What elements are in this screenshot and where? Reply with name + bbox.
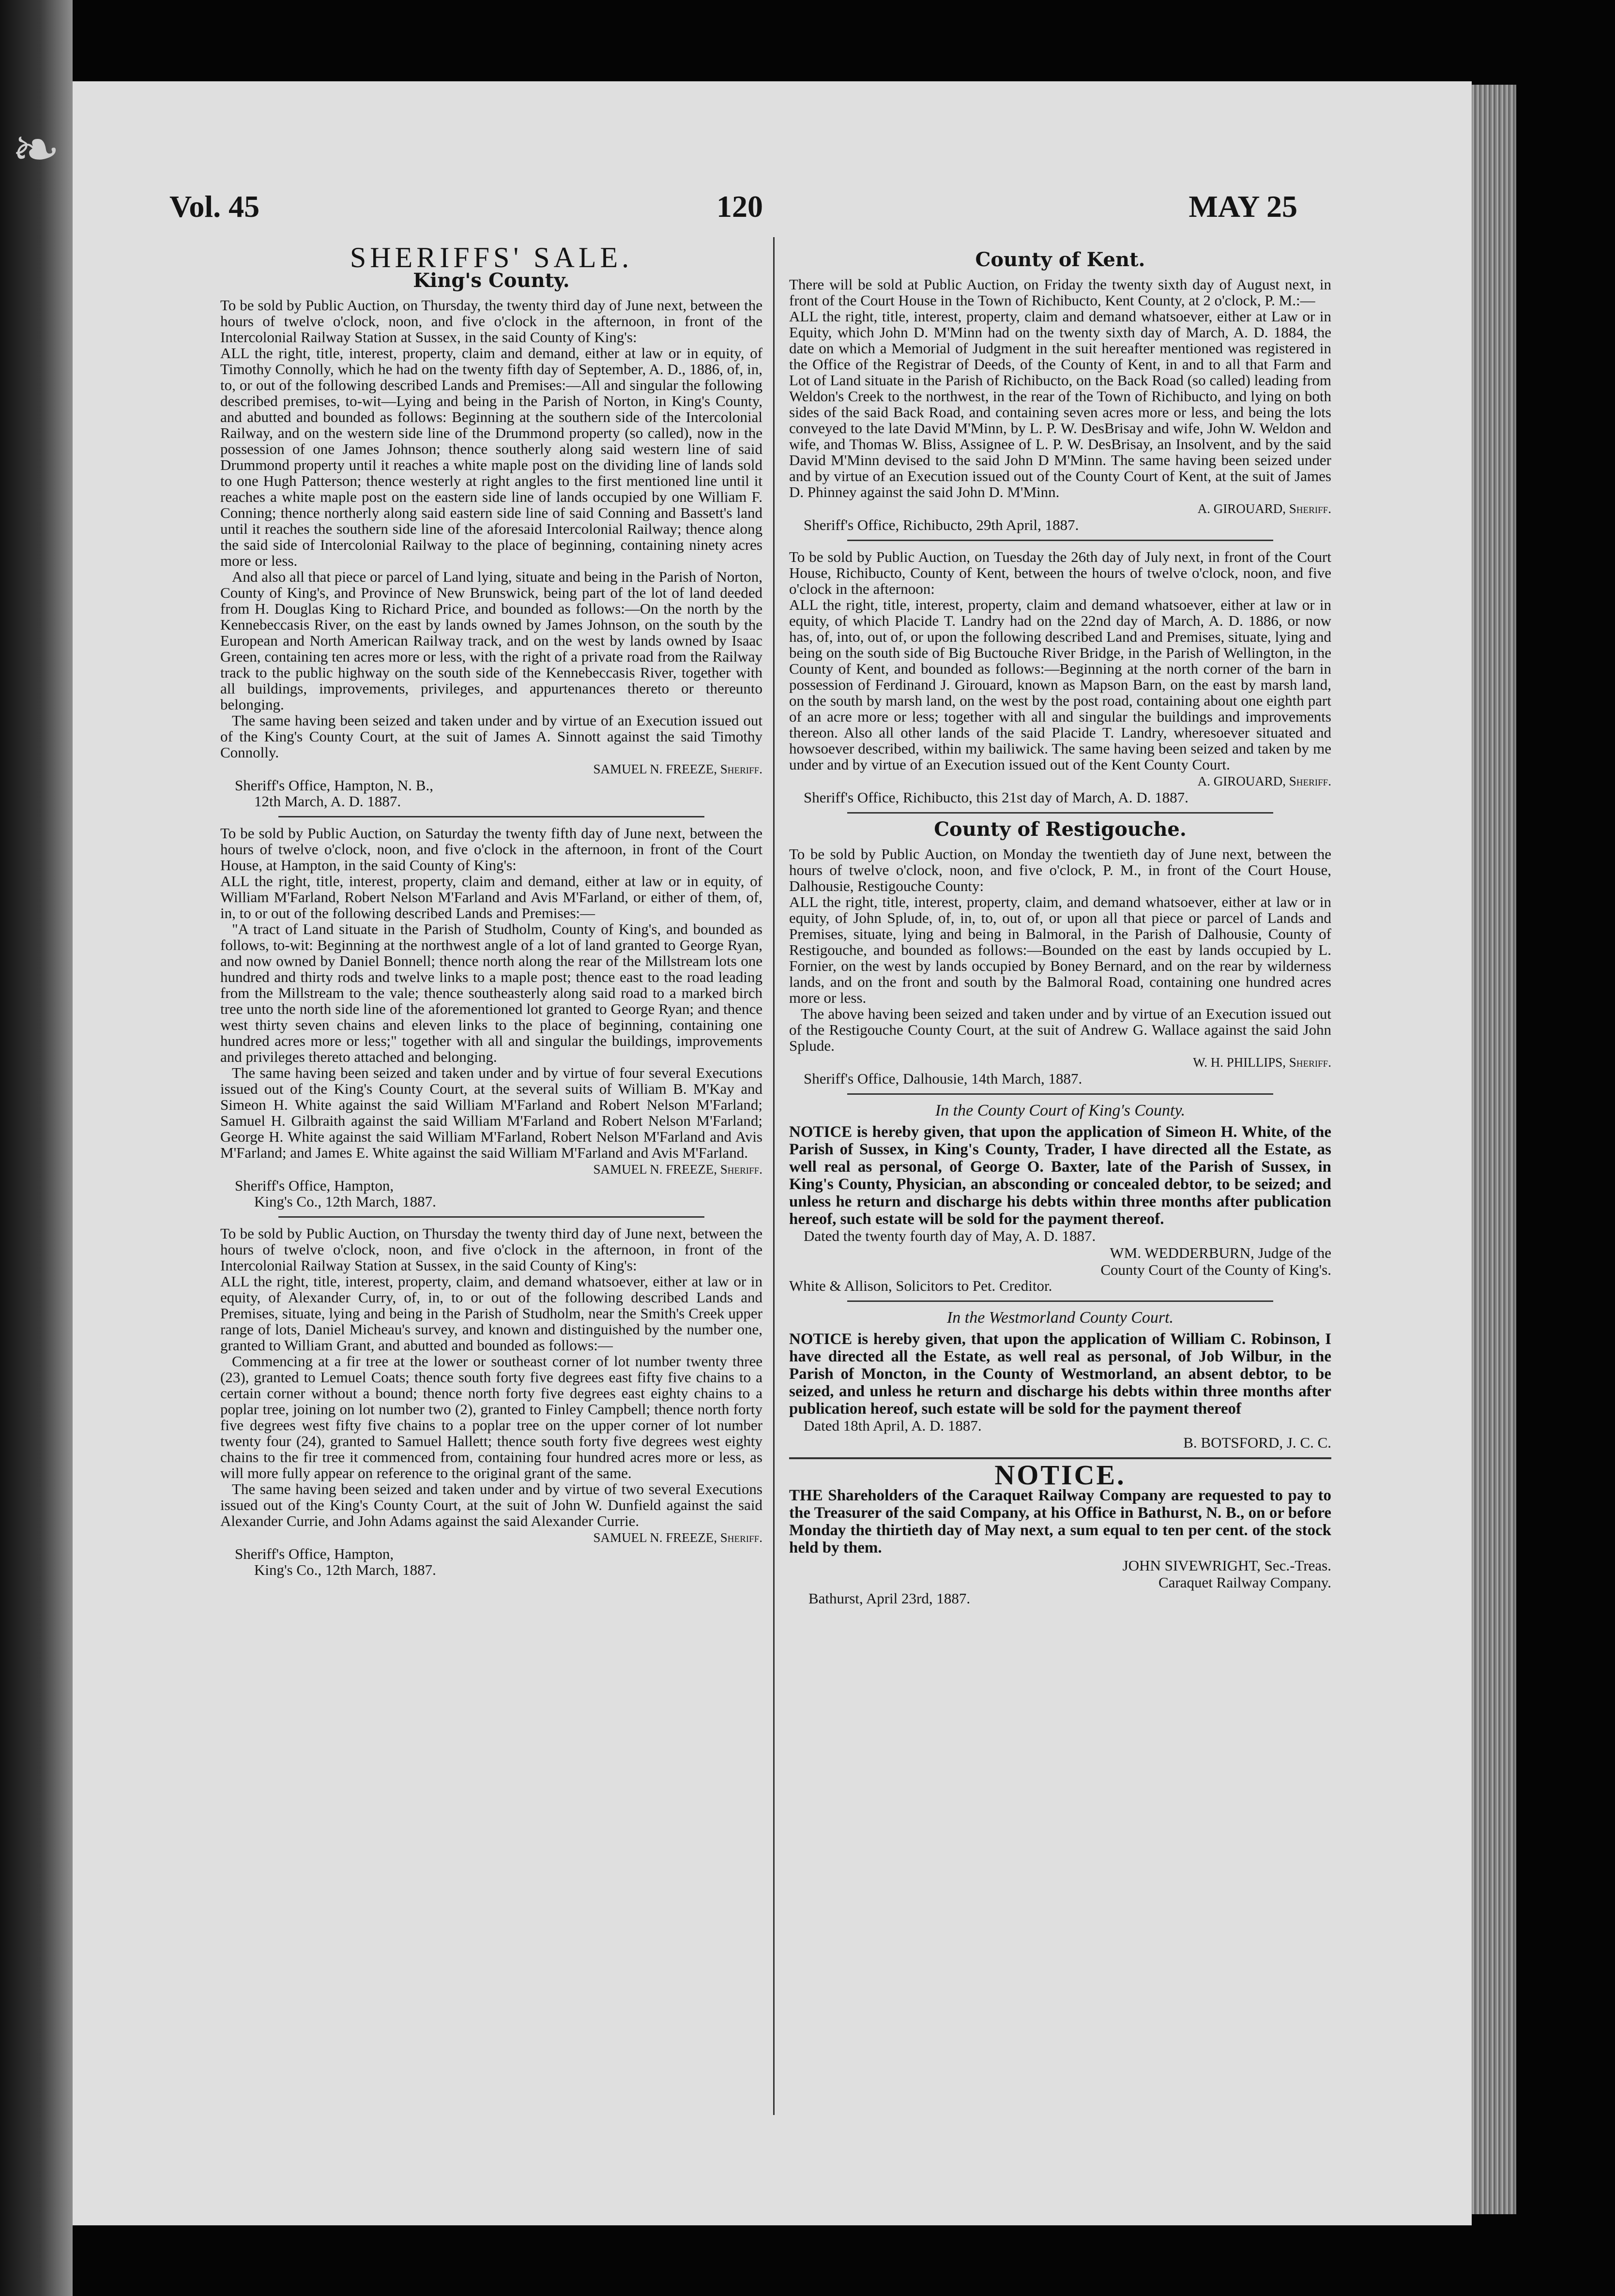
office-dateline: King's Co., 12th March, 1887. — [254, 1193, 436, 1210]
divider-rule — [847, 540, 1273, 541]
court-notice-baxter: NOTICE is hereby given, that upon the application of Simeon H. White, of the Parish of Sussex, in King's County, Trader, I have directed all the Estate, as well real as personal, of George O. Baxter, late of the Parish of Sussex, in King's County, Physician, an absconding or concealed debtor, to be seized; and unless he return and discharge his debts within three months after publication hereof, such estate will be sold for the payment thereof. — [789, 1123, 1331, 1228]
county-heading-kings: King's County. — [413, 269, 570, 292]
sheriff-signature: W. H. PHILLIPS, Sheriff. — [1193, 1055, 1331, 1070]
company-name: Caraquet Railway Company. — [1158, 1574, 1331, 1591]
notice-dateline: Bathurst, April 23rd, 1887. — [808, 1590, 971, 1607]
right-column — [789, 247, 1331, 1606]
office-dateline: Sheriff's Office, Dalhousie, 14th March, 1887. — [804, 1070, 1082, 1087]
notice-paragraph: Commencing at a fir tree at the lower or southeast corner of lot number twenty three (23), granted to Lemuel Coats; thence south forty five degrees east fifty five chains to a certain corner without a bound; thence north forty five degrees east eighty chains to a poplar tree, joining on lot number two (2), granted to Finley Campbell; thence north forty five degrees west fifty five chains to a poplar tree on the upper corner of lot number twenty four (24), granted to Samuel Hallett; thence south forty five degrees west eighty chains to the fir tree it commenced from, containing four hundred acres more or less, as will more fully appear on reference to the original grant of the same. — [220, 1353, 762, 1481]
sheriff-notice-curry — [220, 1225, 762, 1578]
notice-paragraph: "A tract of Land situate in the Parish of Studholm, County of King's, and bounded as follows, to-wit: Beginning at the northwest angle of a lot of land granted to George Ryan, and now owned by Daniel Bonnell; thence north along the rear of the Millstream lots one hundred and thirty rods and twelve links to a maple post; thence east to the road leading from the Millstream to the vale; thence southeasterly along said road to a marked birch tree unto the north side line of the aforementioned lot granted to George Ryan; and thence west thirty seven chains and eleven links to the place of beginning, containing one hundred acres more or less;" together with all and singular the buildings, improvements and privileges thereto attached and belonging. — [220, 921, 762, 1065]
column-divider — [773, 237, 775, 2115]
railway-shareholders-notice: THE Shareholders of the Caraquet Railway Company are requested to pay to the Treasurer of the said Company, at his Office in Bathurst, N. B., on or before Monday the thirtieth day of May next, a sum equal to ten per cent. of the stock held by them. — [789, 1487, 1331, 1556]
office-dateline: Sheriff's Office, Richibucto, 29th April, 1887. — [804, 516, 1079, 533]
office-dateline: Sheriff's Office, Hampton, — [235, 1545, 394, 1562]
notice-paragraph: To be sold by Public Auction, on Thursday the twenty third day of June next, between the hours of twelve o'clock, noon, and five o'clock in the afternoon, in front of the Intercolonial Railway Station at Sussex, in the said County of King's: — [220, 1225, 762, 1274]
notice-paragraph: The same having been seized and taken under and by virtue of four several Executions issued out of the King's County Court, at the several suits of William B. M'Kay and Simeon H. White against the said William M'Farland and Robert Nelson M'Farland; Samuel H. Gilbraith against the said William M'Farland and Robert Nelson M'Farland; George H. White against the said William M'Farland, Robert Nelson M'Farland and Avis M'Farland; and James E. White against the said William M'Farland and Avis M'Farland. — [220, 1064, 762, 1161]
county-heading-kent: County of Kent. — [975, 248, 1145, 271]
notice-paragraph: To be sold by Public Auction, on Saturday the twenty fifth day of June next, between the hours of twelve o'clock, noon, and five o'clock in the afternoon, in front of the Court House, at Hampton, in the said County of King's: — [220, 825, 762, 874]
judge-signature: B. BOTSFORD, J. C. C. — [1183, 1434, 1331, 1451]
sheriff-signature: SAMUEL N. FREEZE, Sheriff. — [593, 1162, 762, 1177]
notice-paragraph: ALL the right, title, interest, property, claim and demand, either at law or in equity, of Timothy Connolly, which he had on the twenty fifth day of September, A. D., 1886, of, in, to, or out of the following described Lands and Premises:—All and singular the following described premises, to-wit—Lying and being in the Parish of Norton, in King's County, and abutted and bounded as follows: Beginning at the southern side of the Intercolonial Railway, and on the western side line of the Drummond property (so called), now in the possession of one James Johnson; thence southerly along said western line of said Drummond property until it reaches a white maple post on the dividing line of lands sold to one Hugh Patterson; thence westerly at right angles to the first mentioned line until it reaches a white maple post on the eastern side line of lands occupied by one William F. Conning; thence northerly along said eastern side line of said Conning and Bassett's land until it reaches the southern side line of the aforesaid Intercolonial Railway; thence along the said side of Intercolonial Railway to the place of beginning, containing ninety acres more or less. — [220, 345, 762, 569]
divider-rule — [847, 812, 1273, 814]
sheriff-notice-landry — [789, 549, 1331, 805]
page-number: 120 — [716, 189, 763, 224]
volume-label: Vol. 45 — [169, 189, 260, 224]
sheriff-notice-connolly — [220, 297, 762, 809]
notice-dateline: Dated 18th April, A. D. 1887. — [804, 1417, 982, 1434]
notice-paragraph: ALL the right, title, interest, property, claim and demand whatsoever, either at Law or in Equity, which John D. M'Minn had on the twenty sixth day of March, A. D. 1884, the date on which a Memorial of Judgment in the suit hereafter mentioned was registered in the Office of the Registrar of Deeds, of the County of Kent, in and to all that Farm and Lot of Land situate in the Parish of Richibucto, on the Back Road (so called) leading from Weldon's Creek to the northwest, in the rear of the Town of Richibucto, and lying on both sides of the said Back Road, and containing seven acres more or less, and being the lots conveyed to the late David M'Minn, by L. P. W. DesBrisay and wife, John W. Weldon and wife, and Thomas W. Bliss, Assignee of L. P. W. DesBrisay, an Insolvent, and by the said David M'Minn devised to the said John D M'Minn. The same having been seized under and by virtue of an Execution issued out of the County Court of Kent, at the suit of James D. Phinney against the said John D. M'Minn. — [789, 308, 1331, 500]
notice-paragraph: The same having been seized and taken under and by virtue of an Execution issued out of the King's County Court, at the suit of James A. Sinnott against the said Timothy Connolly. — [220, 712, 762, 761]
notice-paragraph: ALL the right, title, interest, property, claim, and demand whatsoever, either at law or in equity, of Alexander Curry, of, in, to or out of the following described Lands and Premises, situate, lying and being in the Parish of Studholm, near the Smith's Creek upper range of lots, Daniel Micheau's survey, and known and distinguished by the number one, granted to William Grant, and abutted and bounded as follows:— — [220, 1273, 762, 1354]
office-dateline: King's Co., 12th March, 1887. — [254, 1561, 436, 1578]
section-title: SHERIFFS' SALE. — [350, 242, 633, 273]
notice-paragraph: To be sold by Public Auction, on Monday the twentieth day of June next, between the hours of twelve o'clock, noon, and five o'clock, P. M., in front of the Court House, Dalhousie, Restigouche County: — [789, 846, 1331, 894]
court-heading-westmorland: In the Westmorland County Court. — [946, 1309, 1174, 1327]
page-stack-edge — [1472, 85, 1516, 2214]
solicitors-line: White & Allison, Solicitors to Pet. Creditor. — [789, 1277, 1052, 1294]
office-dateline: Sheriff's Office, Hampton, N. B., — [235, 777, 433, 794]
notice-paragraph: The above having been seized and taken under and by virtue of an Execution issued out of the Restigouche County Court, at the suit of Andrew G. Wallace against the said John Splude. — [789, 1005, 1331, 1054]
office-dateline: Sheriff's Office, Hampton, — [235, 1177, 394, 1194]
notice-paragraph: ALL the right, title, interest, property, claim and demand whatsoever, either at law or in equity, of which Placide T. Landry had on the 22nd day of March, A. D. 1886, or now has, of, into, out of, or upon the following described Land and Premises, situate, lying and being on the south side of Big Buctouche River Bridge, in the Parish of Wellington, in the County of Kent, and bounded as follows:—Beginning at the north corner of the barn in possession of Ferdinand J. Girouard, known as Mapson Barn, on the east by marsh land, on the south by marsh land, on the west by the post road, containing about one eighth part of an acre more or less; together with all and singular the buildings and improvements thereon. Also all other lands of the said Placide T. Landry, wheresoever situated and howsoever described, within my bailiwick. The same having been seized and taken by me under and by virtue of an Execution issued out of the Kent County Court. — [789, 596, 1331, 773]
sheriff-notice-mfarland — [220, 825, 762, 1209]
notice-paragraph: To be sold by Public Auction, on Tuesday the 26th day of July next, in front of the Court House, Richibucto, County of Kent, between the hours of twelve o'clock, noon, and five o'clock in the afternoon: — [789, 548, 1331, 597]
office-dateline: Sheriff's Office, Richibucto, this 21st day of March, A. D. 1887. — [804, 789, 1188, 806]
office-dateline: 12th March, A. D. 1887. — [254, 793, 401, 810]
sheriff-signature: SAMUEL N. FREEZE, Sheriff. — [593, 762, 762, 776]
issue-date: MAY 25 — [1188, 189, 1297, 224]
notice-title: NOTICE. — [994, 1459, 1126, 1491]
sheriff-notice-splude — [789, 846, 1331, 1087]
divider-rule — [847, 1093, 1273, 1095]
treasurer-signature: JOHN SIVEWRIGHT, Sec.-Treas. — [1122, 1557, 1331, 1574]
sheriff-signature: SAMUEL N. FREEZE, Sheriff. — [593, 1530, 762, 1545]
divider-rule — [278, 1216, 704, 1218]
sheriff-signature: A. GIROUARD, Sheriff. — [1197, 501, 1331, 516]
county-heading-restigouche: County of Restigouche. — [934, 818, 1187, 841]
divider-rule — [278, 816, 704, 817]
notice-dateline: Dated the twenty fourth day of May, A. D. 1887. — [804, 1227, 1096, 1244]
court-heading-kings: In the County Court of King's County. — [935, 1102, 1186, 1119]
notice-paragraph: There will be sold at Public Auction, on Friday the twenty sixth day of August next, in front of the Court House in the Town of Richibucto, Kent County, at 2 o'clock, P. M.:— — [789, 276, 1331, 309]
court-notice-wilbur: NOTICE is hereby given, that upon the application of William C. Robinson, I have directed all the Estate, as well real as personal, of Job Wilbur, in the Parish of Moncton, in the County of Westmorland, an absent debtor, to be seized, and unless he return and discharge his debts within three months after publication hereof, such estate will be sold for the payment thereof — [789, 1330, 1331, 1418]
page-ornament-icon: ❧ — [12, 118, 61, 182]
sheriff-signature: A. GIROUARD, Sheriff. — [1197, 774, 1331, 788]
notice-paragraph: ALL the right, title, interest, property, claim and demand, either at law or in equity, of William M'Farland, Robert Nelson M'Farland and Avis M'Farland, or either of them, of, in, to or out of the following described Lands and Premises:— — [220, 873, 762, 921]
judge-title: County Court of the County of King's. — [1100, 1261, 1331, 1278]
notice-paragraph: And also all that piece or parcel of Land lying, situate and being in the Parish of Norton, County of King's, and Province of New Brunswick, being part of the lot of land deeded from H. Douglas King to Richard Price, and bounded as follows:—On the north by the Kennebeccasis River, on the east by lands owned by James Johnson, on the south by the European and North American Railway track, and on the west by lands owned by Isaac Green, containing ten acres more or less, with the right of a private road from the Railway track to the public highway on the south side of the Kennebeccasis River, together with all buildings, improvements, privileges, and appurtenances thereto or thereunto belonging. — [220, 568, 762, 713]
left-page-edge — [0, 0, 73, 2296]
notice-paragraph: ALL the right, title, interest, property, claim, and demand whatsoever, either at law or in equity, of John Splude, of, in, to, out of, or upon all that piece or parcel of Lands and Premises, situate, lying and being in Balmoral, in the Parish of Dalhousie, County of Restigouche, and bounded as follows:—Bounded on the east by lands occupied by L. Fornier, on the west by lands occupied by Boney Bernard, and on the rear by wilderness lands, and on the front and south by the Balmoral Road, containing one hundred acres more or less. — [789, 893, 1331, 1006]
page-header — [169, 184, 1297, 242]
sheriff-notice-mminn — [789, 276, 1331, 533]
judge-signature: WM. WEDDERBURN, Judge of the — [1110, 1244, 1331, 1261]
divider-rule — [847, 1300, 1273, 1302]
notice-paragraph: To be sold by Public Auction, on Thursday, the twenty third day of June next, between the hours of twelve o'clock, noon, and five o'clock in the afternoon, in front of the Intercolonial Railway Station at Sussex, in the said County of King's: — [220, 297, 762, 346]
notice-paragraph: The same having been seized and taken under and by virtue of two several Executions issued out of the King's County Court, at the suit of John W. Dunfield against the said Alexander Currie, and John Adams against the said Alexander Currie. — [220, 1480, 762, 1529]
left-column — [220, 242, 762, 1578]
